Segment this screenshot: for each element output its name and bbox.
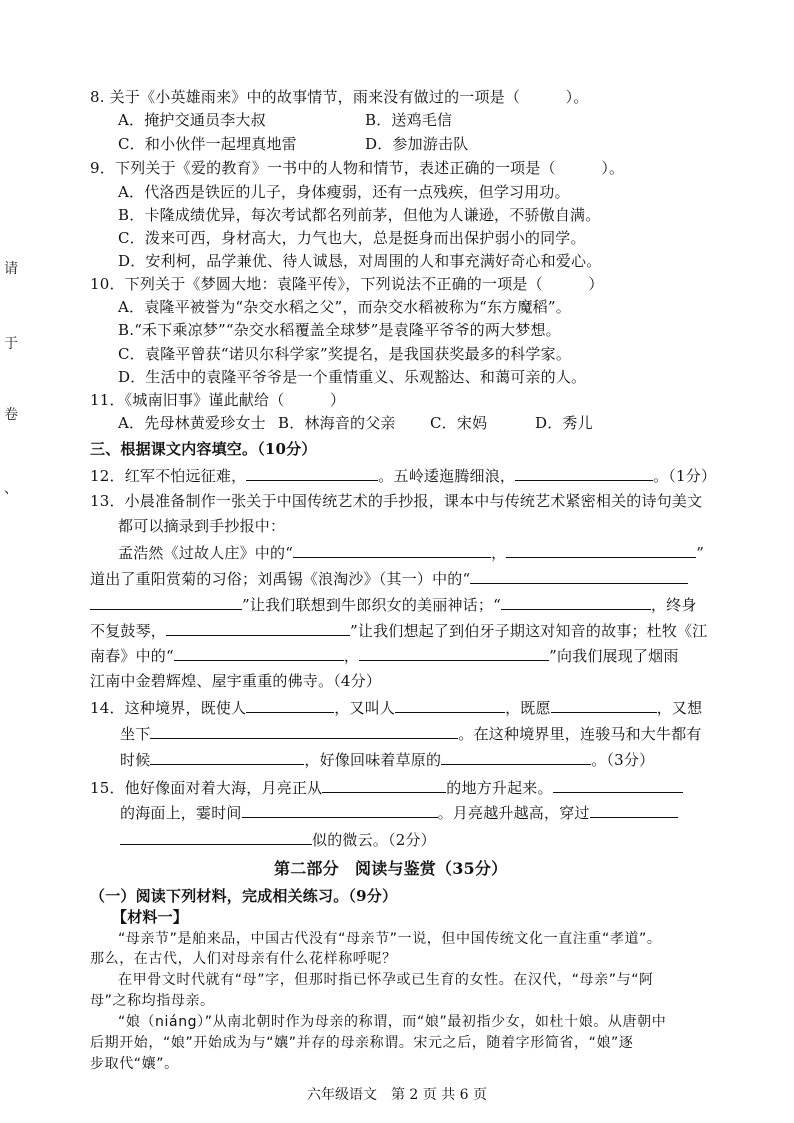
q10-option-b: B.“禾下乘凉梦”“杂交水稻覆盖全球梦”是袁隆平爷爷的两大梦想。 (118, 321, 561, 339)
q14-text: 14．这种境界，既使人 (90, 699, 247, 717)
q14-line-2 (120, 724, 702, 743)
reading-paragraph-3-cont-2: 步取代“孃”。 (90, 1056, 179, 1072)
q15-text: 的海面上，霎时间 (120, 804, 242, 822)
q13-text: 不复鼓琴， (90, 622, 167, 640)
q9-stem: 9．下列关于《爱的教育》一书中的人物和情节，表述正确的一项是（ ）。 (90, 159, 625, 177)
q13-text: ，终身 (650, 596, 697, 614)
q11-option-a: A．先母林黄爱珍女士 (118, 414, 266, 432)
q14-blank-5[interactable] (150, 750, 304, 765)
q10-option-d: D．生活中的袁隆平爷爷是一个重情重义、乐观豁达、和蔼可亲的人。 (118, 368, 587, 386)
q13-blank-6[interactable] (166, 621, 350, 636)
q13-text: ”让我们想起了到伯牙子期这对知音的故事；杜牧《江 (350, 622, 708, 640)
q9-option-c: C．泼来可西，身材高大，力气也大，总是挺身而出保护弱小的同学。 (118, 229, 586, 247)
q8-option-d: D．参加游击队 (365, 135, 469, 153)
q15-line-3 (120, 830, 436, 849)
q14-text: ，既愿 (505, 699, 551, 717)
q13-text: 道出了重阳赏菊的习俗；刘禹锡《浪淘沙》（其一）中的“ (90, 570, 471, 588)
q13-line-6: 江南中金碧辉煌、屋宇重重的佛寺。（4分） (90, 672, 382, 690)
q15-blank-5[interactable] (120, 830, 312, 845)
q13-text: 南春》中的“ (90, 647, 174, 665)
q14-blank-4[interactable] (150, 724, 458, 739)
q13-blank-5[interactable] (501, 595, 651, 610)
q13-intro-1: 13．小晨准备制作一张关于中国传统艺术的手抄报，课本中与传统艺术紧密相关的诗句美文 (90, 492, 703, 510)
q13-text: ”让我们联想到牛郎织女的美丽神话；“ (242, 596, 501, 614)
q8-stem: 8. 关于《小英雄雨来》中的故事情节，雨来没有做过的一项是（ ）。 (90, 88, 589, 106)
q13-line-2 (90, 569, 688, 588)
q11-option-c: C．宋妈 (430, 414, 488, 432)
q14-text: 时候 (120, 751, 151, 769)
q13-line-4 (90, 621, 708, 640)
q13-line-5 (90, 646, 679, 665)
reading-paragraph-1: “母亲节”是舶来品，中国古代没有“母亲节”一说，但中国传统文化一直注重“孝道”。 (118, 931, 662, 947)
q15-line-2 (120, 803, 678, 822)
q14-text: ，又叫人 (334, 699, 396, 717)
q13-blank-3[interactable] (470, 569, 688, 584)
q15-blank-4[interactable] (590, 803, 678, 818)
q8-option-a: A．掩护交通员李大叔 (118, 111, 266, 129)
q14-line-1 (90, 698, 702, 717)
q9-option-a: A．代洛西是铁匠的儿子，身体瘦弱，还有一点残疾，但学习用功。 (118, 183, 570, 201)
reading-paragraph-1-cont: 那么，在古代，人们对母亲有什么花样称呼呢？ (90, 951, 397, 967)
margin-char: 、 (4, 481, 18, 497)
q12-blank-2[interactable] (515, 466, 653, 481)
margin-char: 请 (4, 261, 18, 277)
page-footer: 六年级语文 第 2 页 共 6 页 (306, 1087, 488, 1103)
q13-line-1 (118, 543, 704, 562)
material-1-label: 【材料一】 (112, 908, 189, 926)
q15-text: 的地方升起来。 (446, 779, 553, 797)
q13-text: 孟浩然《过故人庄》中的“ (118, 544, 294, 562)
q14-blank-1[interactable] (246, 698, 334, 713)
q10-option-a: A．袁隆平被誉为“杂交水稻之父”，而杂交水稻被称为“东方魔稻”。 (118, 298, 571, 316)
q13-blank-8[interactable] (359, 646, 549, 661)
reading-paragraph-3: “娘（niáng）”从南北朝时作为母亲的称谓，而“娘”最初指少女，如杜十娘。从唐朝中 (118, 1014, 667, 1030)
reading-paragraph-2: 在甲骨文时代就有“母”字，但那时指已怀孕或已生育的女性。在汉代，“母亲”与“阿 (118, 972, 654, 988)
q8-option-c: C．和小伙伴一起埋真地雷 (118, 135, 297, 153)
q11-option-d: D．秀儿 (535, 414, 593, 432)
q13-text: ” (696, 544, 705, 562)
q13-blank-2[interactable] (506, 543, 696, 558)
margin-char: 卷 (4, 407, 18, 423)
margin-char: 于 (4, 336, 18, 352)
q8-option-b: B．送鸡毛信 (365, 111, 453, 129)
q14-text: ，好像回味着草原的 (304, 751, 442, 769)
q9-option-d: D．安利柯，品学兼优、待人诚恳，对周围的人和事充满好奇心和爱心。 (118, 252, 602, 270)
q14-blank-6[interactable] (441, 750, 591, 765)
q13-text: ， (491, 544, 507, 562)
q12-text-1: 红军不怕远征难， (124, 467, 247, 485)
q10-option-c: C．袁隆平曾获“诺贝尔科学家”奖提名，是我国获奖最多的科学家。 (118, 345, 572, 363)
q12-text-2: 。五岭逶迤腾细浪， (378, 467, 516, 485)
q15-blank-2[interactable] (553, 778, 683, 793)
q13-intro-2: 都可以摘录到手抄报中： (118, 517, 286, 535)
q15-text: 似的微云。（2分） (312, 831, 436, 849)
q14-blank-2[interactable] (395, 698, 505, 713)
q14-line-3 (120, 750, 654, 769)
q12 (90, 466, 716, 485)
q11-stem: 11．《城南旧事》谨此献给（ ） (90, 391, 346, 409)
q13-blank-7[interactable] (174, 646, 344, 661)
section-3-heading: 三、根据课文内容填空。（10分） (90, 440, 317, 458)
q15-text: 15．他好像面对着大海，月亮正从 (90, 779, 323, 797)
q14-text: ，又想 (656, 699, 703, 717)
q15-blank-1[interactable] (322, 778, 446, 793)
q12-number: 12． (90, 467, 125, 485)
q13-text: ”向我们展现了烟雨 (549, 647, 679, 665)
q14-text: 。（3分） (591, 751, 655, 769)
q12-blank-1[interactable] (246, 466, 378, 481)
q14-blank-3[interactable] (551, 698, 657, 713)
reading-paragraph-2-cont: 母”之称均指母亲。 (90, 993, 215, 1009)
q14-text: 坐下 (120, 725, 151, 743)
q9-option-b: B．卡隆成绩优异，每次考试都名列前茅，但他为人谦逊，不骄傲自满。 (118, 206, 601, 224)
q12-text-3: 。（1分） (653, 467, 717, 485)
q13-line-3 (90, 595, 697, 614)
q10-stem: 10．下列关于《梦圆大地：袁隆平传》，下列说法不正确的一项是（ ） (90, 275, 604, 293)
part-2-heading: 第二部分 阅读与鉴赏（35分） (274, 859, 508, 878)
q15-text: 。月亮越升越高，穿过 (437, 804, 590, 822)
reading-paragraph-3-cont-1: 后期开始，“娘”开始成为与“孃”并存的母亲称谓。宋元之后，随着字形简省，“娘”逐 (90, 1035, 634, 1051)
reading-heading: （一）阅读下列材料，完成相关练习。（9分） (90, 887, 398, 905)
q13-text: ， (343, 647, 360, 665)
q15-line-1 (90, 778, 683, 797)
q15-blank-3[interactable] (242, 803, 438, 818)
q14-text: 。在这种境界里，连骏马和大牛都有 (458, 725, 702, 743)
q11-option-b: B．林海音的父亲 (278, 414, 396, 432)
q13-blank-1[interactable] (293, 543, 491, 558)
q13-blank-4[interactable] (90, 595, 242, 610)
